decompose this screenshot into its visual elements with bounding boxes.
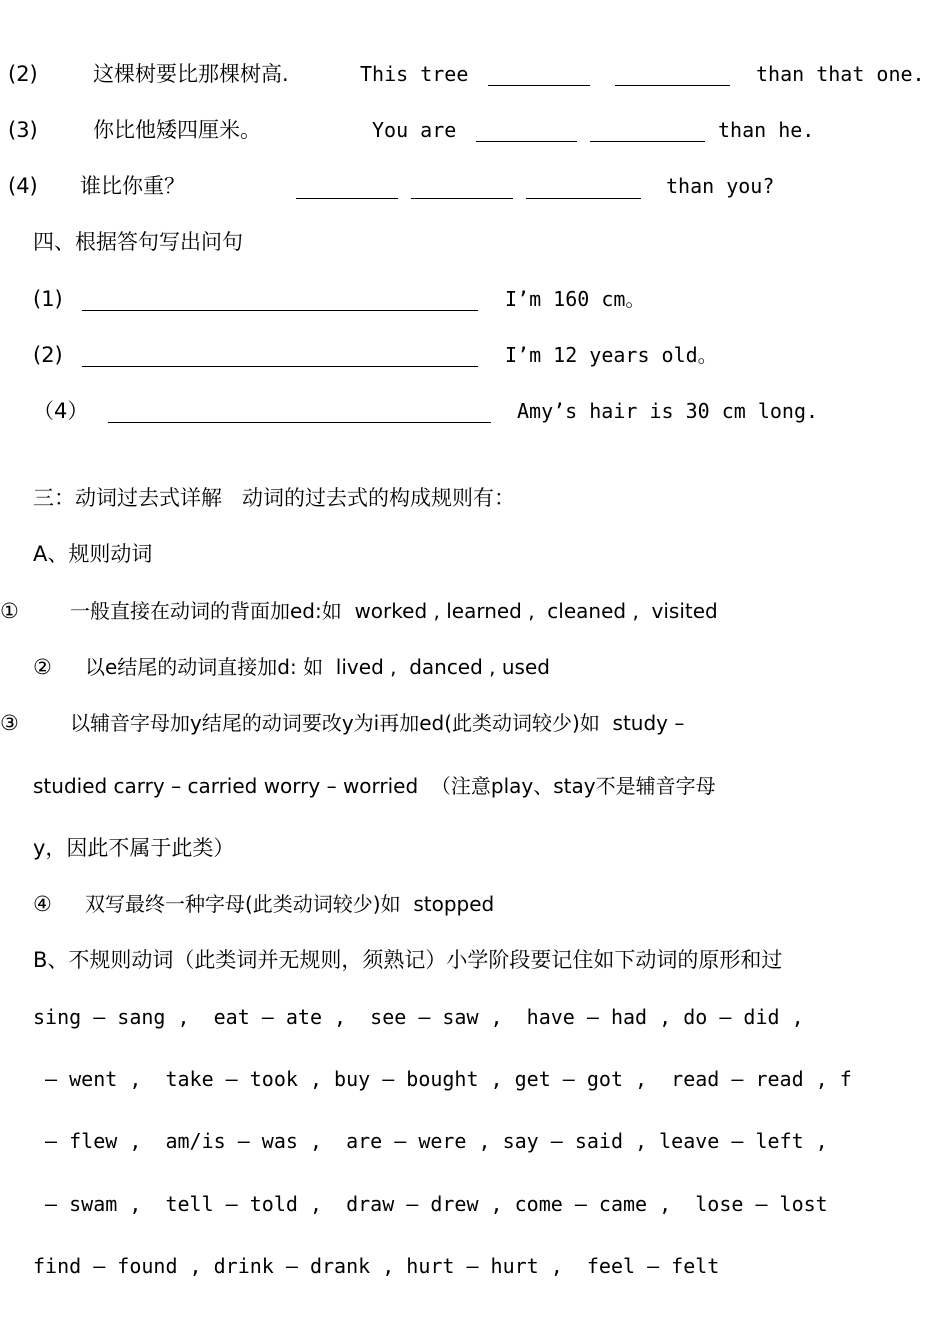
rule-3-mark: ③ — [0, 711, 19, 735]
rule-3-line-3: y，因此不属于此类） — [33, 836, 235, 860]
exercise-4-blank-3[interactable] — [526, 198, 641, 199]
exercise-2-chinese: 这棵树要比那棵树高. — [93, 62, 289, 86]
exercise-4-tail: than you? — [666, 174, 775, 198]
regular-verbs-title: A、规则动词 — [33, 542, 153, 566]
exercise-3-chinese: 你比他矮四厘米。 — [93, 118, 261, 142]
section-four-item-4-answer: Amy’s hair is 30 cm long. — [517, 399, 819, 423]
irregular-verbs-title: B、不规则动词（此类词并无规则，须熟记）小学阶段要记住如下动词的原形和过 — [33, 948, 783, 972]
exercise-2-number: (2) — [8, 62, 38, 86]
exercise-3-tail: than he. — [718, 118, 815, 142]
rule-2-text: 以e结尾的动词直接加d: 如 lived , danced , used — [85, 655, 550, 679]
rule-1-mark: ① — [0, 599, 19, 623]
section-four-item-4-number: （4） — [33, 399, 89, 423]
section-four-item-2-number: (2) — [33, 343, 63, 367]
irregular-line-2: – went , take – took , buy – bought , get – got , read – read , f — [33, 1067, 852, 1091]
exercise-3-number: (3) — [8, 118, 38, 142]
section-four-item-2-answer: I’m 12 years old。 — [505, 343, 718, 367]
section-four-item-1-answer: I’m 160 cm。 — [505, 287, 646, 311]
irregular-line-4: – swam , tell – told , draw – drew , come – came , lose – lost — [33, 1192, 828, 1216]
exercise-4-number: (4) — [8, 174, 38, 198]
exercise-4-blank-2[interactable] — [411, 198, 513, 199]
exercise-4-blank-1[interactable] — [296, 198, 398, 199]
exercise-2-blank-2[interactable] — [615, 85, 730, 86]
exercise-3-english: You are — [372, 118, 457, 142]
rule-4-mark: ④ — [33, 892, 52, 916]
exercise-2-tail: than that one. — [756, 62, 925, 86]
section-four-item-1-blank[interactable] — [82, 310, 478, 311]
rule-4-text: 双写最终一种字母(此类动词较少)如 stopped — [85, 892, 495, 916]
exercise-2-blank-1[interactable] — [488, 85, 590, 86]
exercise-4-chinese: 谁比你重？ — [80, 174, 185, 198]
exercise-3-blank-1[interactable] — [476, 141, 577, 142]
rule-3-line-2: studied carry – carried worry – worried （注意play、stay不是辅音字母 — [33, 774, 716, 798]
rule-2-mark: ② — [33, 655, 52, 679]
irregular-line-1: sing – sang , eat – ate , see – saw , have – had , do – did , — [33, 1005, 804, 1029]
rule-1-text: 一般直接在动词的背面加ed:如 worked , learned , cleaned , visited — [70, 599, 718, 623]
exercise-3-blank-2[interactable] — [590, 141, 705, 142]
grammar-heading: 三：动词过去式详解 动词的过去式的构成规则有： — [33, 486, 516, 510]
irregular-line-3: – flew , am/is – was , are – were , say – said , leave – left , — [33, 1129, 828, 1153]
section-four-item-1-number: (1) — [33, 287, 63, 311]
section-four-item-4-blank[interactable] — [108, 422, 491, 423]
section-four-item-2-blank[interactable] — [82, 366, 478, 367]
irregular-line-5: find – found , drink – drank , hurt – hurt , feel – felt — [33, 1254, 720, 1278]
rule-3-line-1: 以辅音字母加y结尾的动词要改y为i再加ed(此类动词较少)如 study – — [70, 711, 685, 735]
exercise-2-english: This tree — [360, 62, 469, 86]
section-four-title: 四、根据答句写出问句 — [33, 230, 243, 254]
